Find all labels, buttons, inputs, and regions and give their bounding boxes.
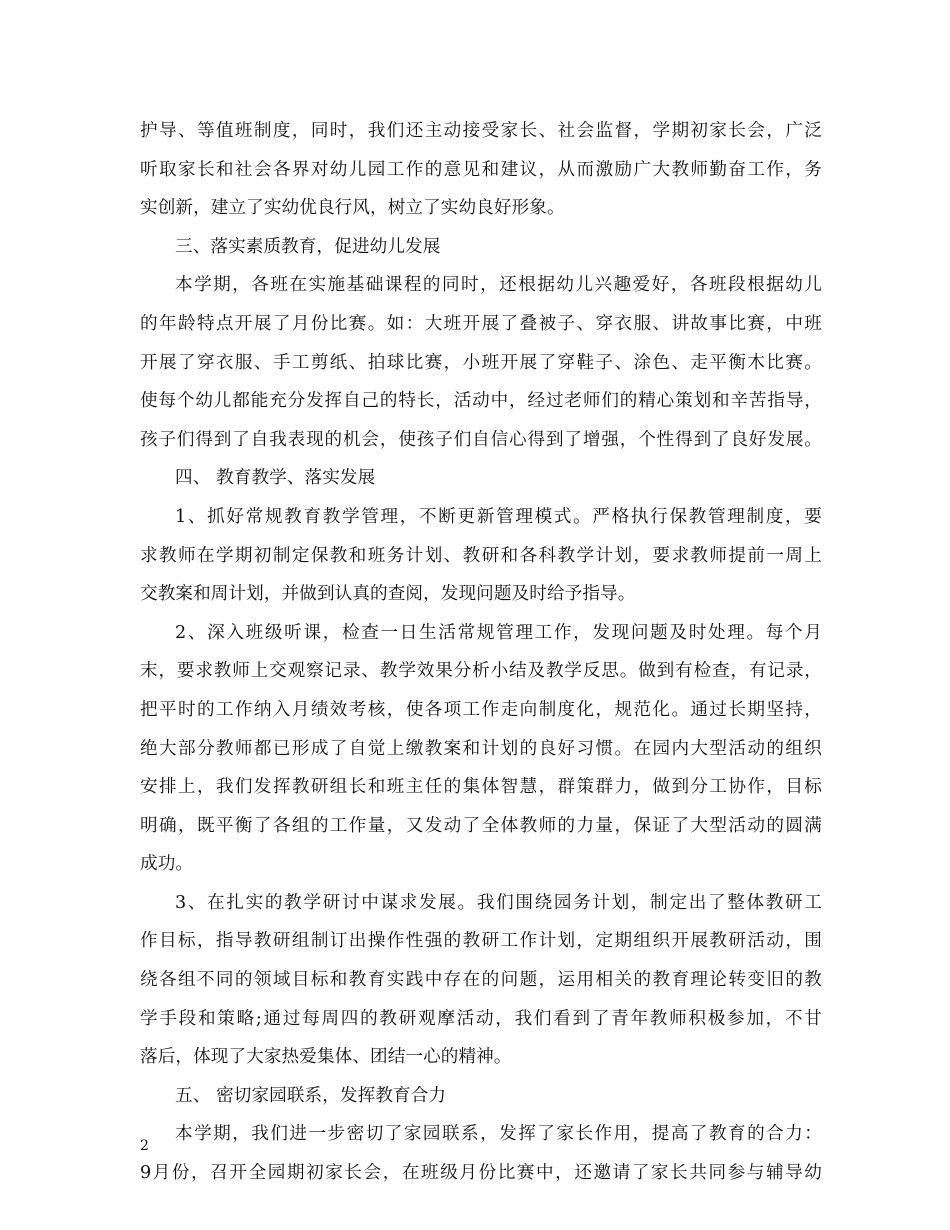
text-line: 绝大部分教师都已形成了自觉上缴教案和计划的良好习惯。在园内大型活动的组织 <box>140 738 822 759</box>
text-line: 2、深入班级听课，检查一日生活常规管理工作，发现问题及时处理。每个月 <box>175 622 822 643</box>
text-line: 把平时的工作纳入月绩效考核，使各项工作走向制度化，规范化。通过长期坚持， <box>140 699 822 720</box>
text-line: 明确，既平衡了各组的工作量，又发动了全体教师的力量，保证了大型活动的圆满 <box>140 815 822 836</box>
text-line: 绕各组不同的领域目标和教育实践中存在的问题，运用相关的教育理论转变旧的教 <box>140 970 822 991</box>
text-line: 五、 密切家园联系，发挥教育合力 <box>175 1085 447 1106</box>
page-number: 2 <box>140 1138 149 1154</box>
text-line: 使每个幼儿都能充分发挥自己的特长，活动中，经过老师们的精心策划和辛苦指导， <box>140 391 822 412</box>
text-line: 本学期，各班在实施基础课程的同时，还根据幼儿兴趣爱好，各班段根据幼儿 <box>175 275 822 296</box>
text-line: 1、抓好常规教育教学管理，不断更新管理模式。严格执行保教管理制度，要 <box>175 506 822 527</box>
text-line: 的年龄特点开展了月份比赛。如：大班开展了叠被子、穿衣服、讲故事比赛，中班 <box>140 313 822 334</box>
text-line: 交教案和周计划，并做到认真的查阅，发现问题及时给予指导。 <box>140 584 636 605</box>
text-line: 护导、等值班制度，同时，我们还主动接受家长、社会监督，学期初家长会，广泛 <box>140 121 822 141</box>
text-line: 孩子们得到了自我表现的机会，使孩子们自信心得到了增强，个性得到了良好发展。 <box>140 429 822 450</box>
text-line: 落后，体现了大家热爱集体、团结一心的精神。 <box>140 1047 512 1068</box>
text-line: 求教师在学期初制定保教和班务计划、教研和各科教学计划，要求教师提前一周上 <box>140 545 822 566</box>
text-line: 三、落实素质教育，促进幼儿发展 <box>175 236 441 257</box>
text-line: 实创新，建立了实幼优良行风，树立了实幼良好形象。 <box>140 198 565 219</box>
text-line: 四、 教育教学、落实发展 <box>175 468 376 489</box>
text-line: 开展了穿衣服、手工剪纸、拍球比赛，小班开展了穿鞋子、涂色、走平衡木比赛。 <box>140 352 822 373</box>
text-line: 3、在扎实的教学研讨中谋求发展。我们围绕园务计划，制定出了整体教研工 <box>175 892 822 913</box>
text-line: 末，要求教师上交观察记录、教学效果分析小结及教学反思。做到有检查，有记录， <box>140 661 822 682</box>
text-line: 9月份，召开全园期初家长会，在班级月份比赛中，还邀请了家长共同参与辅导幼 <box>140 1163 822 1184</box>
text-line: 安排上，我们发挥教研组长和班主任的集体智慧，群策群力，做到分工协作，目标 <box>140 777 822 798</box>
document-body <box>140 112 822 1193</box>
text-line: 作目标，指导教研组制订出操作性强的教研工作计划，定期组织开展教研活动，围 <box>140 931 822 952</box>
text-line: 成功。 <box>140 854 194 875</box>
text-line: 学手段和策略;通过每周四的教研观摩活动，我们看到了青年教师积极参加，不甘 <box>140 1008 822 1029</box>
text-line: 听取家长和社会各界对幼儿园工作的意见和建议，从而激励广大教师勤奋工作，务 <box>140 159 822 180</box>
text-line: 本学期，我们进一步密切了家园联系，发挥了家长作用，提高了教育的合力： <box>175 1124 822 1145</box>
